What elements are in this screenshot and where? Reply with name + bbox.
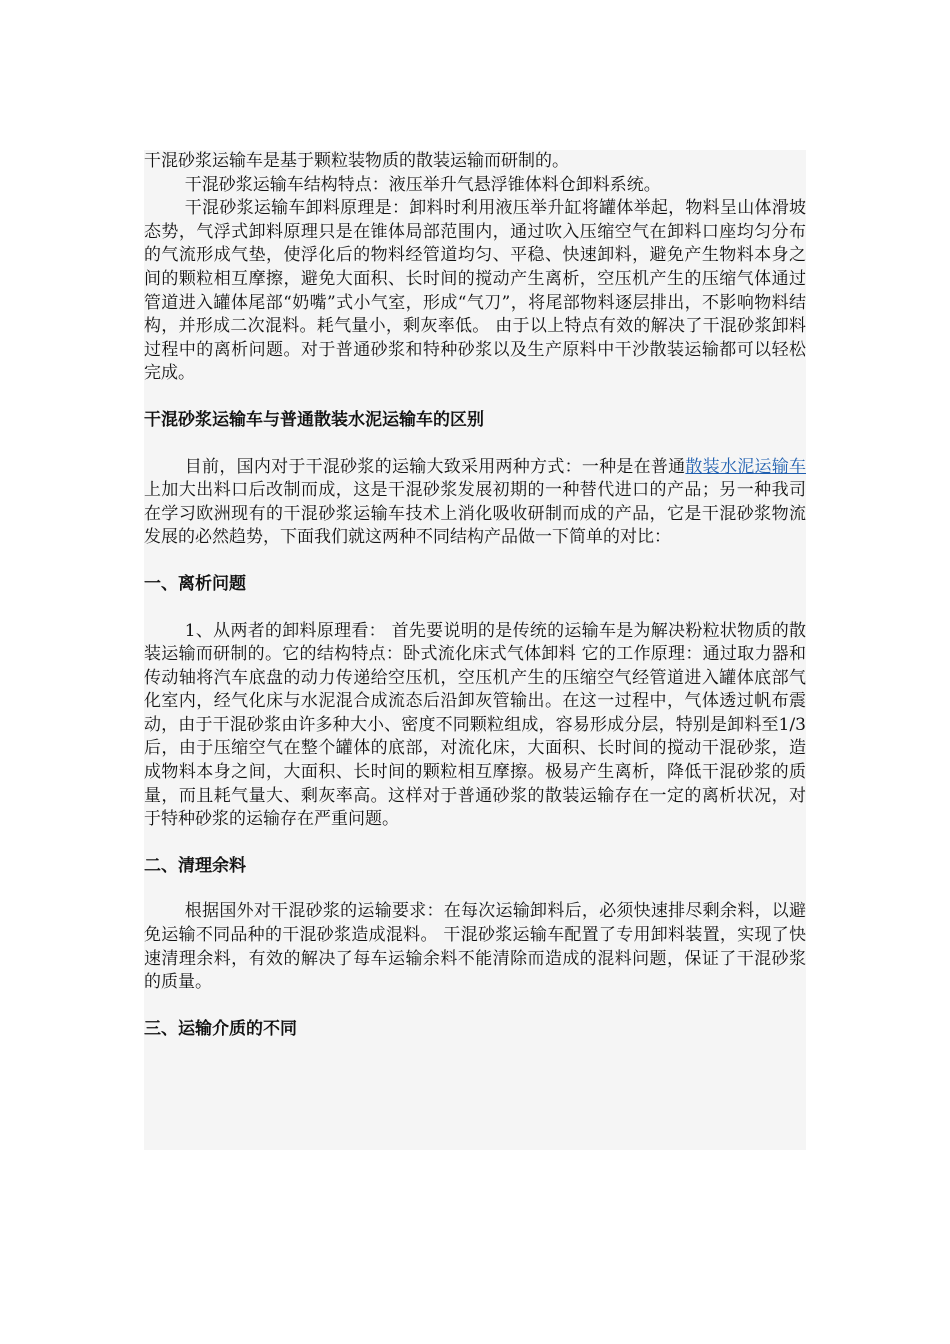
intro-text-after: 上加大出料口后改制而成，这是干混砂浆发展初期的一种替代进口的产品；另一种我司在学习欧洲现有的干混砂浆运输车技术上消化吸收研制而成的产品，它是干混砂浆物流发展的必然趋势，下面我们就这两种不同结构产品做一下简单的对比： [144,480,806,548]
intro-text-before: 目前，国内对于干混砂浆的运输大致采用两种方式：一种是在普通 [184,456,686,477]
paragraph-structure: 干混砂浆运输车结构特点：液压举升气悬浮锥体料仓卸料系统。 [184,174,661,195]
paragraph-intro [144,456,806,550]
bulk-cement-truck-link[interactable]: 散装水泥运输车 [685,456,806,477]
heading-transport-medium: 三、运输介质的不同 [144,1018,297,1039]
paragraph-principle: 干混砂浆运输车卸料原理是：卸料时利用液压举升缸将罐体举起，物料呈山体滑坡态势，气浮式卸料原理只是在锥体局部范围内，通过吹入压缩空气在卸料口座均匀分布的气流形成气垫，使浮化后的物料经管道均匀、平稳、快速卸料，避免产生物料本身之间的颗粒相互摩擦，避免大面积、长时间的搅动产生离析，空压机产生的压缩气体通过管道进入罐体尾部“奶嘴”式小气室，形成“气刀”，将尾部物料逐层排出，不影响物料结构，并形成二次混料。耗气量小，剩灰率低。 由于以上特点有效的解决了干混砂浆卸料过程中的离析问题。对于普通砂浆和特种砂浆以及生产原料中干沙散装运输都可以轻松完成。 [144,198,806,384]
heading-segregation: 一、离析问题 [144,573,246,594]
document-page [144,150,806,1150]
paragraph-segregation: 1、从两者的卸料原理看： 首先要说明的是传统的运输车是为解决粉粒状物质的散装运输而研制的。它的结构特点：卧式流化床式气体卸料 它的工作原理：通过取力器和传动轴将汽车底盘的动力传递给空压机，空压机产生的压缩空气经管道进入罐体底部气化室内，经气化床与水泥混合成流态后沿卸灰管输出。在这一过程中，气体透过帆布震动，由于干混砂浆由许多种大小、密度不同颗粒组成，容易形成分层，特别是卸料至1/3后，由于压缩空气在整个罐体的底部，对流化床，大面积、长时间的搅动干混砂浆，造成物料本身之间，大面积、长时间的颗粒相互摩擦。极易产生离析，降低干混砂浆的质量，而且耗气量大、剩灰率高。这样对于普通砂浆的散装运输存在一定的离析状况，对于特种砂浆的运输存在严重问题。 [144,620,806,830]
paragraph-residue-cleaning: 根据国外对干混砂浆的运输要求：在每次运输卸料后，必须快速排尽剩余料，以避免运输不同品种的干混砂浆造成混料。 干混砂浆运输车配置了专用卸料装置，实现了快速清理余料，有效的解决了每车运输余料不能清除而造成的混料问题，保证了干混砂浆的质量。 [144,901,806,993]
paragraph-purpose: 干混砂浆运输车是基于颗粒装物质的散装运输而研制的。 [144,151,569,171]
heading-difference: 干混砂浆运输车与普通散装水泥运输车的区别 [144,409,484,430]
heading-residue-cleaning: 二、清理余料 [144,855,246,876]
